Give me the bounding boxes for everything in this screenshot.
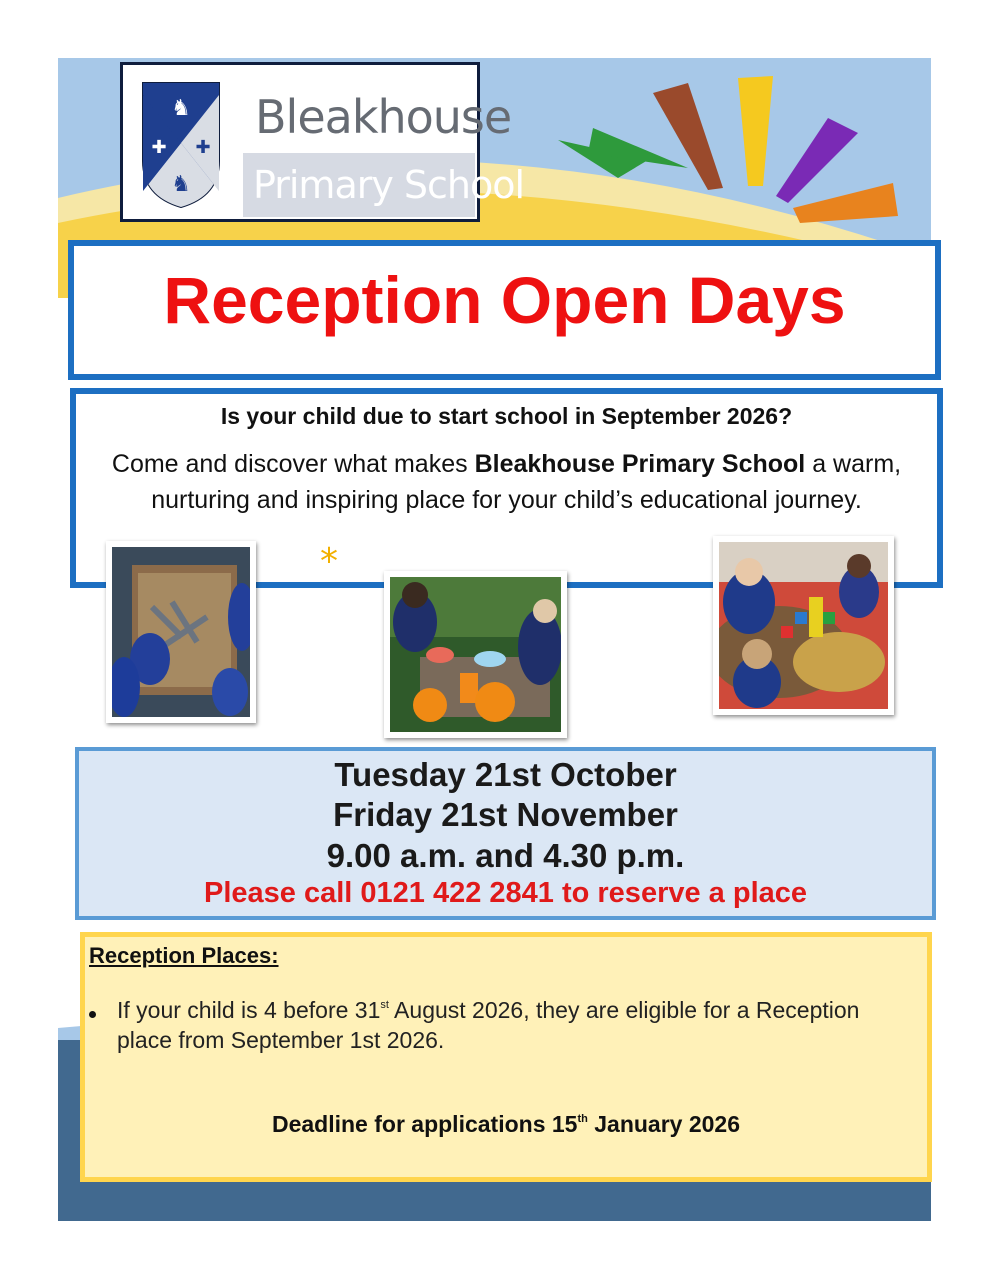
logo-name-line2: Primary School bbox=[253, 163, 525, 207]
deadline-start: Deadline for applications 15 bbox=[271, 1111, 578, 1137]
deadline-ordinal: th bbox=[577, 1113, 588, 1125]
eligibility-text-end: August 2026, they are eligible for a Reception place from September 1st 2026. bbox=[117, 997, 860, 1053]
date-first: Tuesday 21st October bbox=[334, 756, 677, 793]
pumpkins-image bbox=[390, 577, 561, 732]
intro-body-school-name: Bleakhouse Primary School bbox=[474, 450, 806, 478]
booking-phone-line: Please call 0121 422 2841 to reserve a place bbox=[203, 877, 808, 909]
reception-places-box bbox=[80, 932, 932, 1182]
date-second: Friday 21st November bbox=[333, 796, 678, 833]
photo-sand-tray bbox=[106, 541, 256, 723]
svg-text:✚: ✚ bbox=[195, 137, 211, 158]
eligibility-text-start: If your child is 4 before 31 bbox=[117, 997, 381, 1023]
sand-tray-image bbox=[112, 547, 250, 717]
open-days-dates bbox=[75, 747, 936, 920]
blocks-image bbox=[719, 542, 888, 709]
svg-text:✚: ✚ bbox=[151, 137, 167, 158]
intro-question: Is your child due to start school in September 2026? bbox=[220, 403, 793, 429]
bullet-icon bbox=[89, 1011, 96, 1018]
deadline-end: January 2026 bbox=[587, 1111, 741, 1137]
school-crest-icon bbox=[141, 81, 221, 209]
photo-blocks bbox=[713, 536, 894, 715]
star-icon: * bbox=[320, 541, 338, 582]
eligibility-ordinal: st bbox=[380, 999, 389, 1011]
title-box bbox=[68, 240, 941, 380]
session-times: 9.00 a.m. and 4.30 p.m. bbox=[326, 837, 685, 874]
page-title: Reception Open Days bbox=[163, 263, 846, 337]
application-deadline bbox=[85, 1109, 927, 1139]
school-logo bbox=[120, 62, 525, 222]
eligibility-text bbox=[117, 995, 877, 1055]
photo-pumpkins bbox=[384, 571, 567, 738]
intro-body-end: a warm, nurturing and inspiring place for your child’s educational journey. bbox=[151, 450, 902, 514]
svg-text:♞: ♞ bbox=[171, 172, 191, 197]
intro-body-start: Come and discover what makes bbox=[111, 450, 475, 478]
intro-body bbox=[90, 446, 923, 518]
logo-name-line1: Bleakhouse bbox=[255, 90, 512, 144]
svg-text:♞: ♞ bbox=[171, 96, 191, 121]
places-heading: Reception Places: bbox=[89, 943, 279, 968]
